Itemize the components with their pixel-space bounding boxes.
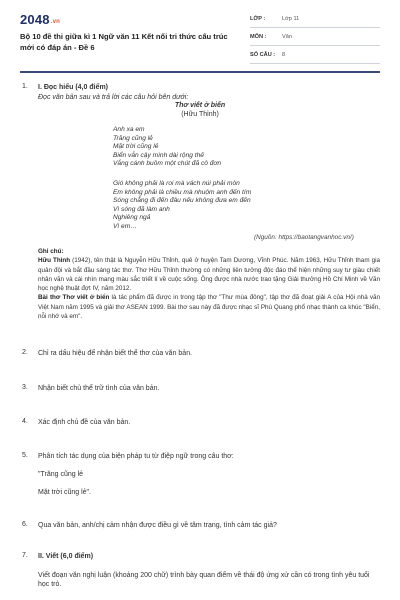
- note-author: [38, 256, 380, 293]
- note-poem-name: Bài thơ Thơ viết ở biển: [38, 294, 110, 302]
- meta-row-subject: [250, 28, 380, 46]
- site-logo[interactable]: [20, 12, 60, 27]
- meta-value: 8: [282, 51, 286, 58]
- poem-heading: [0, 101, 400, 119]
- exam-meta: [250, 10, 380, 64]
- section-heading: II. Viết (6,0 điểm): [38, 553, 94, 560]
- page-header: [0, 0, 400, 66]
- question-number: 4.: [22, 418, 28, 425]
- quoted-line: Mặt trời cũng lẻ".: [38, 489, 91, 496]
- question-7: [38, 552, 380, 590]
- poem-line: Nghiêng ngả: [113, 214, 151, 222]
- page-title: Bộ 10 đề thi giữa kì 1 Ngữ văn 11 Kết nối tri thức cấu trúc mới có đáp án - Đề 6: [20, 32, 228, 52]
- note-author-name: Hữu Thỉnh: [38, 257, 71, 265]
- instruction-text: Đọc văn bản sau và trả lời các câu hỏi bên dưới:: [38, 93, 189, 101]
- meta-row-grade: [250, 10, 380, 28]
- meta-label: LỚP :: [250, 15, 266, 22]
- notes-block: [38, 247, 380, 321]
- meta-value: Lớp 11: [282, 15, 300, 22]
- poem-line: Gió không phải là roi mà vách núi phải mòn: [113, 180, 240, 187]
- question-number: 3.: [22, 384, 28, 391]
- meta-label: MÔN :: [250, 33, 267, 40]
- meta-label: SỐ CÂU :: [250, 51, 276, 58]
- logo-text: 2048: [20, 12, 50, 27]
- poem-line: Biển vẫn cậy mình dài rộng thế: [113, 151, 204, 159]
- logo-suffix: .vn: [50, 19, 61, 25]
- question-number: 6.: [22, 521, 28, 528]
- poem-line: Anh xa em: [113, 126, 145, 133]
- quoted-line: "Trăng cũng lẻ: [38, 471, 84, 478]
- poem-line: Sóng chẳng đi đến đâu nếu không đưa em đến: [113, 197, 251, 205]
- note-author-text: (1942), tên thật là Nguyễn Hữu Thỉnh, quê ở huyện Tam Dương, Vĩnh Phúc. Năm 1963, Hữu Thỉnh tham gia quân đội và bắt đầu sáng tác thơ. Thơ Hữu Thỉnh thường có những liên tưởng độc đáo thể hiện những suy tư giàu chiết nhân văn và cái nhìn mang màu sắc triết lí về cuộc sống. Ông được nhà nước trao tặng Giải thưởng Hồ Chí Minh về Văn học nghệ thuật đợt IV, năm 2012.: [38, 257, 381, 293]
- question-4: Xác định chủ đề của văn bản.: [38, 419, 131, 426]
- poem-line: Em không phải là chiều mà nhuộm anh đến tím: [113, 188, 252, 196]
- poem-stanza-2: [113, 180, 251, 232]
- meta-value: Văn: [282, 33, 292, 40]
- section-heading: I. Đọc hiểu (4,0 điểm): [38, 84, 109, 91]
- question-1: [38, 83, 380, 102]
- poem-author: (Hữu Thỉnh): [181, 111, 219, 118]
- question-number: 2.: [22, 349, 28, 356]
- source-citation: (Nguồn: https://baotangvanhoc.vn/): [254, 234, 354, 241]
- note-poem: [38, 293, 380, 321]
- poem-line: Vì sóng đã làm anh: [113, 205, 170, 213]
- notes-label: Ghi chú:: [38, 248, 64, 255]
- poem-line: Mặt trời cũng lẻ: [113, 143, 159, 151]
- meta-row-count: [250, 46, 380, 64]
- poem-line: Trăng cũng lẻ: [113, 134, 153, 142]
- question-2: Chỉ ra dấu hiệu để nhận biết thể thơ của văn bản.: [38, 350, 193, 357]
- note-poem-text: là tác phẩm đã được in trong tập thơ "Thư mùa đông", tập thơ đã đoạt giải A của Hội nhà văn Việt Nam năm 1995 và giải thơ ASEAN 1999. Bài thơ sau này đã được nhạc sĩ Phú Quang phổ nhạc thành ca khúc "Biển, nỗi nhớ và em".: [38, 294, 380, 321]
- question-number: 7.: [22, 552, 28, 559]
- header-divider: [20, 71, 380, 73]
- poem-line: Vì em…: [113, 222, 137, 230]
- poem-stanza-1: [113, 126, 221, 169]
- question-number: 5.: [22, 452, 28, 459]
- poem-title: Thơ viết ở biển: [174, 102, 226, 109]
- question-text: Viết đoạn văn nghị luận (khoảng 200 chữ) trình bày quan điểm về thái độ ứng xử cần có trong tình yêu tuổi học trò.: [38, 571, 370, 588]
- question-3: Nhận biết chủ thể trữ tình của văn bản.: [38, 385, 160, 392]
- question-number: 1.: [22, 83, 28, 90]
- question-6: Qua văn bản, anh/chị cảm nhận được điều gì về tâm trạng, tình cảm tác giả?: [38, 522, 277, 529]
- poem-line: Vắng cánh buồm một chút đã cô đơn: [113, 160, 222, 168]
- question-5: Phân tích tác dụng của biện pháp tu từ điệp ngữ trong câu thơ:: [38, 453, 234, 460]
